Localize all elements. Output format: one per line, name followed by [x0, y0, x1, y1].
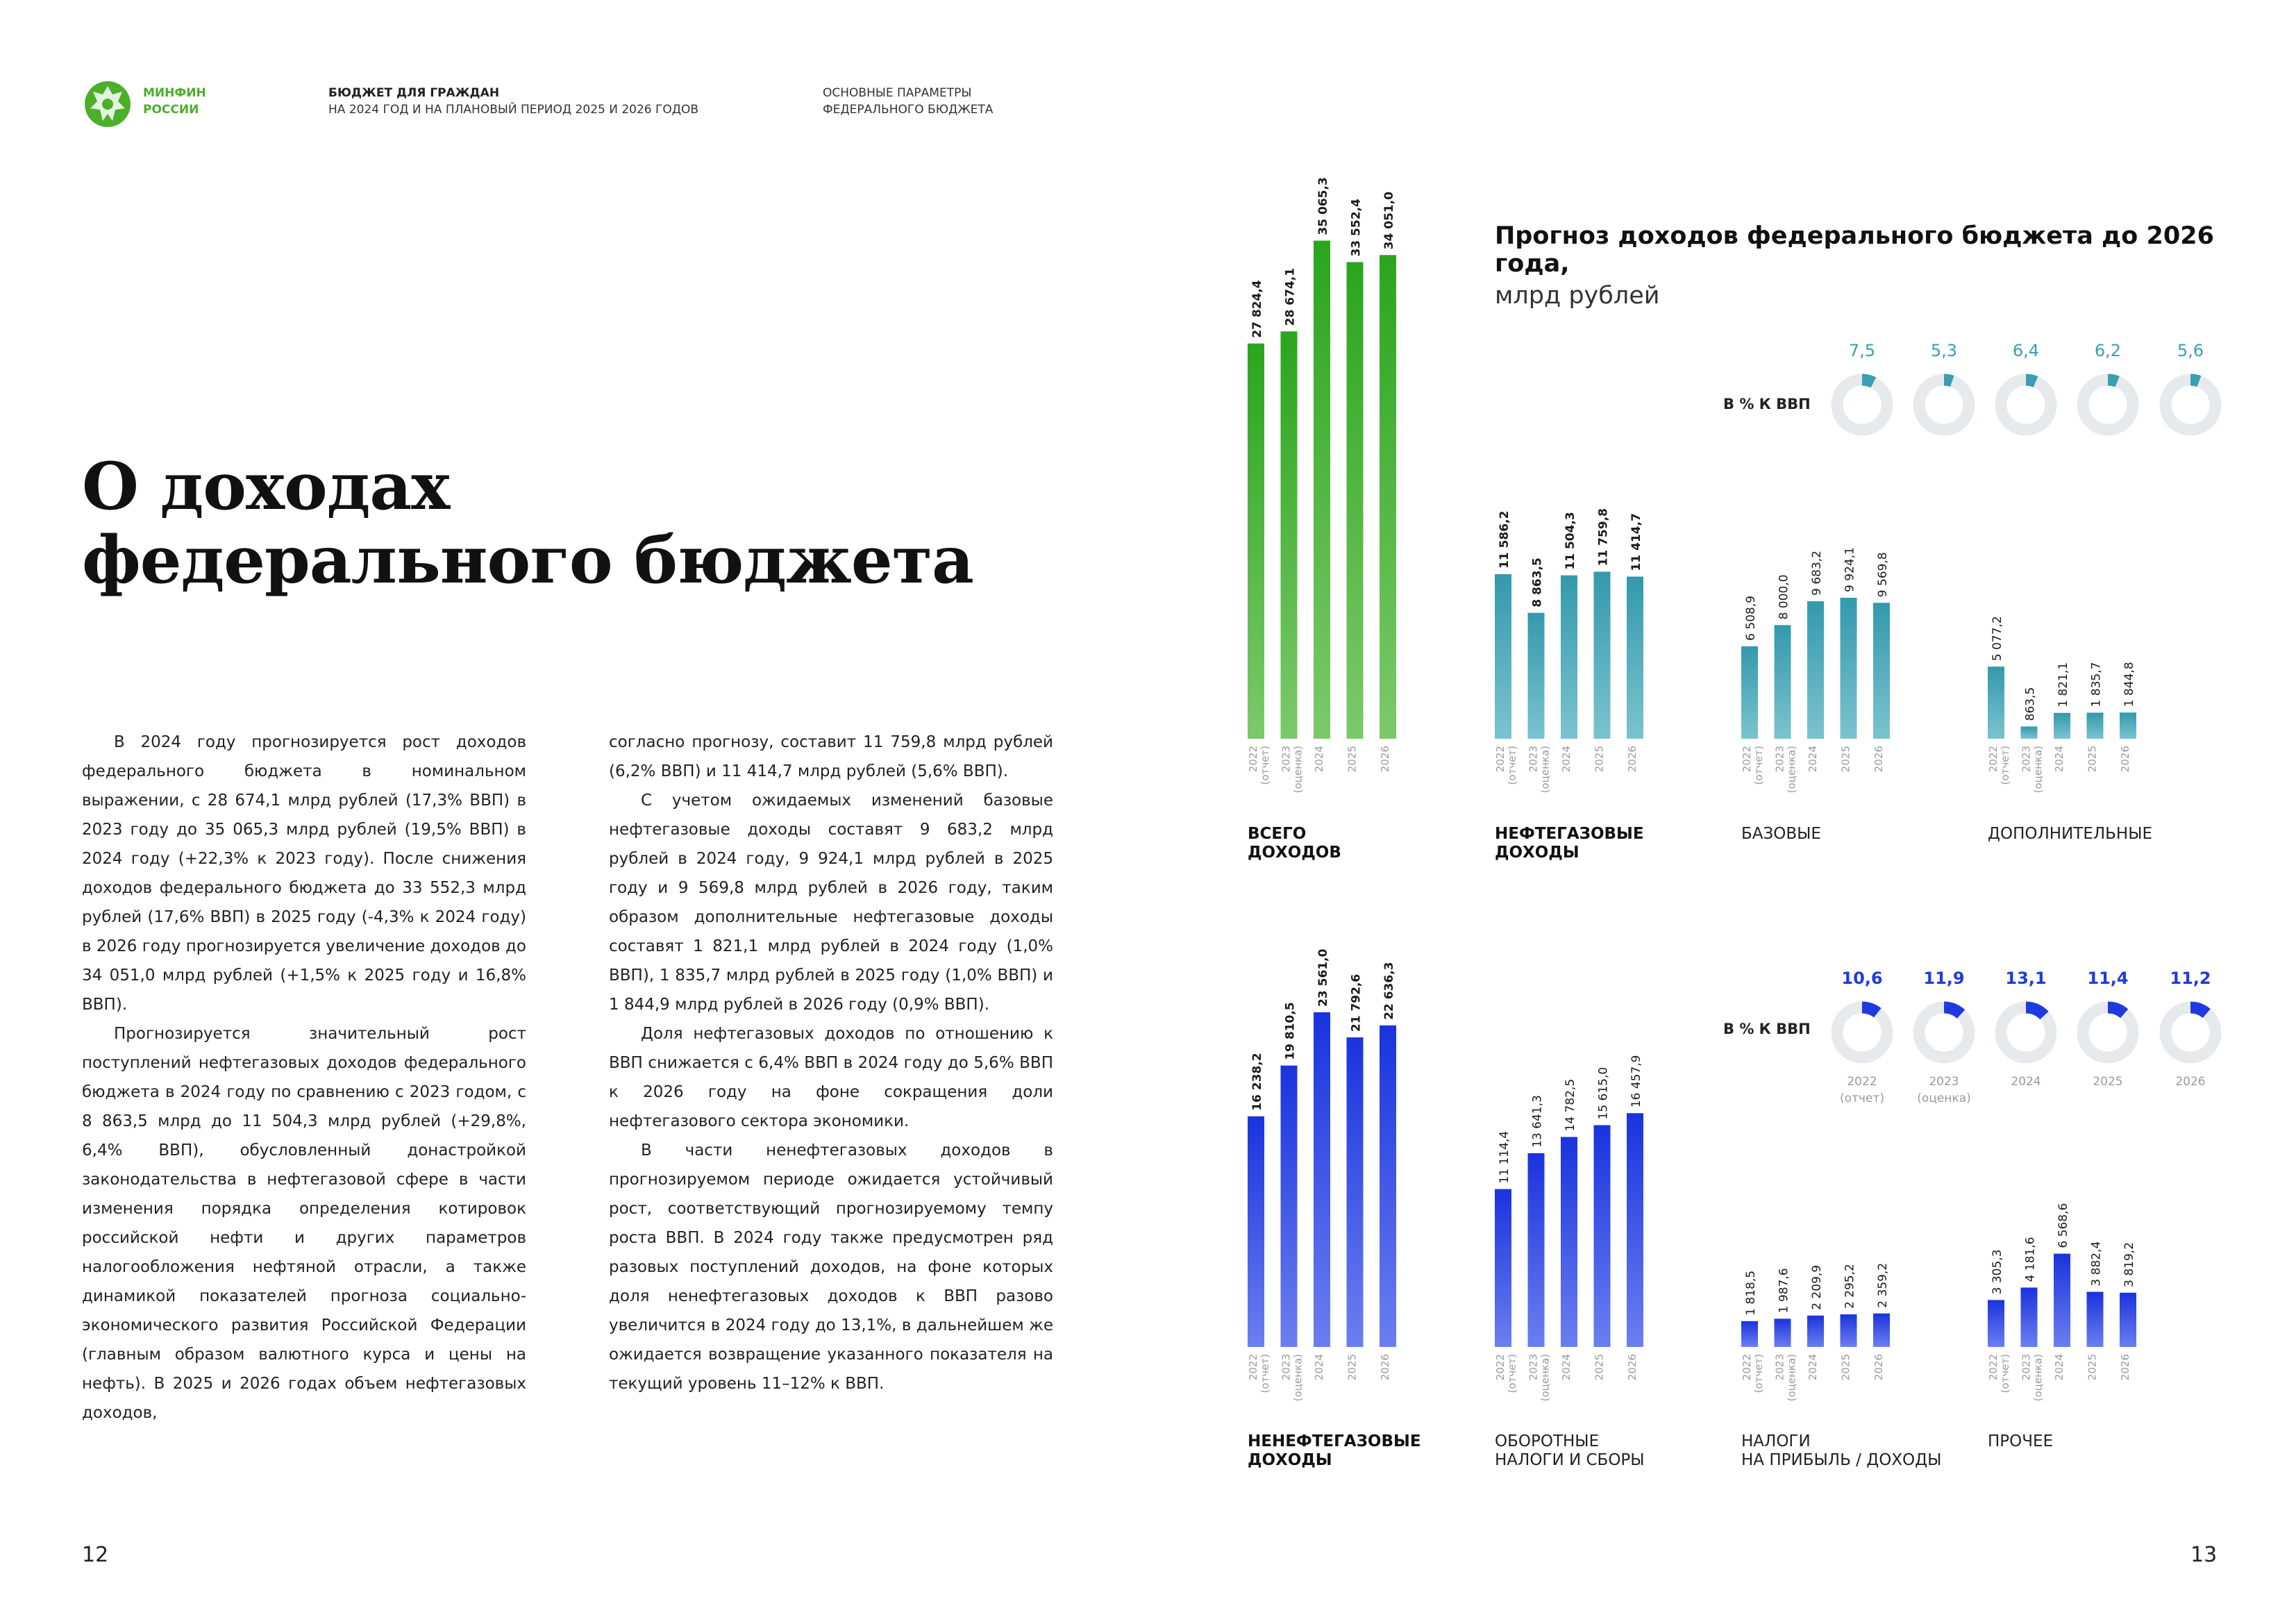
gdp-ring-oilgas-2025: [2083, 380, 2133, 430]
gdp-year-nonoil-2026: 2026: [2175, 1075, 2206, 1089]
value-label-profit-2025: 2 295,2: [1843, 1264, 1857, 1309]
year-label-oilgas-2026: 2026: [1626, 746, 1639, 773]
gdp-value-oilgas-2024: 6,4: [2012, 341, 2040, 360]
year-label-total-2024: 2024: [1313, 746, 1325, 773]
group-label-total: ВСЕГО ДОХОДОВ: [1248, 825, 1341, 862]
value-label-oilgas-2023: 8 863,5: [1530, 558, 1545, 608]
group-label-extra: ДОПОЛНИТЕЛЬНЫЕ: [1988, 825, 2153, 843]
chart-title: Прогноз доходов федерального бюджета до 2026 года,: [1495, 222, 2214, 278]
gdp-value-oilgas-2023: 5,3: [1930, 341, 1958, 360]
gdp-arc-oilgas-2024: [2026, 380, 2036, 382]
paragraph: С учетом ожидаемых изменений базовые нефтегазовые доходы составят 9 683,2 млрд рублей в 2024 году, 9 924,1 млрд рублей в 2025 году и 9 569,8 млрд рублей в 2026 году, таким образом дополнительные нефтегазовые доходы составят 1 821,1 млрд рублей в 2024 году (1,0% ВВП), 1 835,7 млрд рублей в 2025 году (1,0% ВВП) и 1 844,9 млрд рублей в 2026 году (0,9% ВВП).: [609, 792, 1053, 1014]
year-label-profit-2023: 2023: [1773, 1354, 1786, 1381]
year-note-turnover-2023: (оценка): [1539, 1354, 1552, 1402]
group-label-base: БАЗОВЫЕ: [1741, 825, 1821, 843]
value-label-profit-2022: 1 818,5: [1744, 1270, 1758, 1316]
gdp-value-nonoil-2022: 10,6: [1841, 969, 1883, 988]
value-label-turnover-2022: 11 114,4: [1498, 1130, 1511, 1184]
bar-profit-2025: [1841, 1314, 1857, 1347]
year-note-oilgas-2022: (отчет): [1506, 746, 1518, 785]
value-label-turnover-2024: 14 782,5: [1564, 1078, 1577, 1132]
year-label-base-2026: 2026: [1872, 746, 1885, 773]
value-label-other-2026: 3 819,2: [2122, 1241, 2136, 1287]
value-label-turnover-2023: 13 641,3: [1530, 1095, 1545, 1148]
year-label-total-2025: 2025: [1346, 746, 1359, 773]
chart-subtitle: млрд рублей: [1495, 282, 1660, 310]
value-label-nonoil-2026: 22 636,3: [1382, 962, 1396, 1020]
value-label-oilgas-2025: 11 759,8: [1596, 508, 1611, 567]
value-label-nonoil-2025: 21 792,6: [1349, 973, 1364, 1032]
year-label-extra-2026: 2026: [2119, 746, 2131, 773]
page-number-left: 12: [82, 1543, 109, 1567]
gdp-arc-nonoil-2024: [2026, 1007, 2044, 1016]
section-line1: ОСНОВНЫЕ ПАРАМЕТРЫ: [823, 86, 972, 100]
gdp-share-label-oilgas: В % К ВВП: [1723, 396, 1811, 412]
gdp-value-oilgas-2022: 7,5: [1848, 341, 1876, 360]
gdp-year-note-nonoil-2023: (оценка): [1917, 1091, 1971, 1105]
value-label-extra-2024: 1 821,1: [2056, 662, 2070, 708]
bar-total-2023: [1281, 331, 1298, 739]
bar-extra-2022: [1988, 667, 2004, 739]
logo-line2: РОССИИ: [143, 103, 199, 117]
gdp-value-nonoil-2023: 11,9: [1923, 969, 1965, 988]
year-note-nonoil-2023: (оценка): [1291, 1354, 1305, 1402]
bar-turnover-2025: [1594, 1125, 1611, 1347]
year-label-total-2026: 2026: [1379, 746, 1391, 773]
value-label-nonoil-2022: 16 238,2: [1250, 1053, 1264, 1111]
year-note-base-2023: (оценка): [1785, 746, 1798, 794]
gdp-year-nonoil-2023: 2023: [1929, 1075, 1959, 1089]
value-label-turnover-2026: 16 457,9: [1629, 1055, 1643, 1108]
year-label-oilgas-2022: 2022: [1494, 746, 1507, 773]
year-label-total-2023: 2023: [1280, 746, 1293, 773]
group-label-oilgas: НЕФТЕГАЗОВЫЕ ДОХОДЫ: [1495, 825, 1644, 862]
group-label-profit: НАЛОГИ НА ПРИБЫЛЬ / ДОХОДЫ: [1741, 1432, 1942, 1469]
year-label-profit-2026: 2026: [1872, 1354, 1885, 1381]
paragraph: согласно прогнозу, составит 11 759,8 млрд рублей (6,2% ВВП) и 11 414,7 млрд рублей (5,6% ВВП).: [609, 733, 1053, 780]
year-label-other-2022: 2022: [1987, 1354, 2000, 1381]
value-label-other-2023: 4 181,6: [2023, 1237, 2038, 1282]
year-label-turnover-2026: 2026: [1626, 1354, 1639, 1381]
year-label-extra-2022: 2022: [1987, 746, 2000, 773]
value-label-nonoil-2024: 23 561,0: [1316, 948, 1330, 1007]
gdp-arc-oilgas-2023: [1944, 380, 1952, 381]
value-label-extra-2022: 5 077,2: [1991, 616, 2004, 662]
value-label-base-2023: 8 000,0: [1777, 574, 1791, 620]
paragraph: В 2024 году прогнозируется рост доходов федерального бюджета в номинальном выражении, с 28 674,1 млрд рублей (17,3% ВВП) в 2023 году до 35 065,3 млрд рублей (19,5% ВВП) в 2024 году (+22,3% к 2023 году). После снижения доходов федерального бюджета до 33 552,3 млрд рублей (17,6% ВВП) в 2025 году (-4,3% к 2024 году) в 2026 году прогнозируется увеличение доходов до 34 051,0 млрд рублей (+1,5% к 2025 году и 16,8% ВВП).: [82, 733, 526, 1014]
bar-oilgas-2024: [1561, 576, 1577, 739]
doc-subtitle: НА 2024 ГОД И НА ПЛАНОВЫЙ ПЕРИОД 2025 И 2026 ГОДОВ: [328, 103, 699, 117]
year-label-base-2023: 2023: [1773, 746, 1786, 773]
bar-oilgas-2023: [1528, 613, 1545, 739]
value-label-profit-2026: 2 359,2: [1876, 1262, 1890, 1308]
page-title-line1: О доходах: [82, 449, 450, 525]
year-note-nonoil-2022: (отчет): [1259, 1354, 1271, 1393]
bar-profit-2023: [1775, 1319, 1791, 1347]
value-label-base-2022: 6 508,9: [1744, 595, 1758, 641]
year-note-profit-2023: (оценка): [1785, 1354, 1798, 1402]
year-label-extra-2025: 2025: [2086, 746, 2099, 773]
year-label-profit-2022: 2022: [1741, 1354, 1753, 1381]
value-label-extra-2025: 1 835,7: [2089, 662, 2104, 708]
gdp-year-nonoil-2024: 2024: [2011, 1075, 2041, 1089]
value-label-profit-2024: 2 209,9: [1810, 1264, 1824, 1310]
year-label-turnover-2025: 2025: [1593, 1354, 1606, 1381]
year-label-base-2024: 2024: [1807, 746, 1819, 773]
value-label-extra-2023: 863,5: [2023, 687, 2038, 721]
year-label-nonoil-2026: 2026: [1379, 1354, 1391, 1381]
gdp-ring-oilgas-2022: [1837, 380, 1887, 430]
gdp-ring-nonoil-2023: [1919, 1007, 1969, 1057]
year-note-extra-2022: (отчет): [1999, 746, 2011, 785]
gdp-ring-oilgas-2023: [1919, 380, 1969, 430]
gdp-ring-nonoil-2025: [2083, 1007, 2133, 1057]
year-label-profit-2024: 2024: [1807, 1354, 1819, 1381]
value-label-other-2025: 3 882,4: [2089, 1241, 2104, 1287]
bar-nonoil-2023: [1281, 1066, 1298, 1347]
value-label-profit-2023: 1 987,6: [1777, 1268, 1791, 1314]
year-label-base-2022: 2022: [1741, 746, 1753, 773]
bar-total-2025: [1347, 262, 1364, 739]
gdp-value-nonoil-2026: 11,2: [2170, 969, 2211, 988]
page-title-line2: федерального бюджета: [82, 522, 973, 598]
bar-base-2026: [1873, 603, 1890, 739]
year-note-total-2022: (отчет): [1259, 746, 1271, 785]
year-note-profit-2022: (отчет): [1752, 1354, 1765, 1393]
bar-profit-2026: [1873, 1314, 1890, 1347]
bar-total-2022: [1248, 344, 1264, 739]
value-label-total-2023: 28 674,1: [1283, 267, 1298, 326]
paragraph: Прогнозируется значительный рост поступлений нефтегазовых доходов федерального бюджета в 2024 году по сравнению с 2023 годом, с 8 863,5 млрд до 11 504,3 млрд рублей (+29,8%, 6,4% ВВП), обусловленный донастройкой законодательства в нефтегазовой сфере в части изменения порядка определения котировок российской нефти и других параметров налогообложения нефтяной отрасли, а также динамикой показателей прогноза социально-экономического развития Российской Федерации (главным образом валютного курса и цены на нефть). В 2025 и 2026 годах объем нефтегазовых доходов,: [82, 1025, 526, 1422]
value-label-extra-2026: 1 844,8: [2122, 662, 2136, 708]
gdp-ring-nonoil-2022: [1837, 1007, 1887, 1057]
year-label-turnover-2023: 2023: [1527, 1354, 1540, 1381]
value-label-base-2024: 9 683,2: [1810, 550, 1824, 596]
bar-nonoil-2022: [1248, 1116, 1264, 1347]
value-label-total-2025: 33 552,4: [1349, 199, 1364, 257]
paragraph: В части ненефтегазовых доходов в прогнозируемом периоде ожидается устойчивый рост, соответствующий прогнозируемому темпу роста ВВП. В 2024 году также предусмотрен ряд разовых поступлений доходов, на фоне которых доля ненефтегазовых доходов к ВВП разово увеличится в 2024 году до 13,1%, в дальнейшем же ожидается возвращение указанного показателя на текущий уровень 11–12% к ВВП.: [609, 1141, 1053, 1393]
doc-title: БЮДЖЕТ ДЛЯ ГРАЖДАН: [328, 86, 500, 100]
bar-nonoil-2024: [1314, 1012, 1330, 1347]
bar-total-2024: [1314, 241, 1330, 739]
year-label-turnover-2022: 2022: [1494, 1354, 1507, 1381]
bar-other-2024: [2054, 1254, 2070, 1347]
bar-turnover-2023: [1528, 1153, 1545, 1347]
gdp-arc-nonoil-2026: [2190, 1007, 2206, 1014]
bar-oilgas-2022: [1495, 574, 1511, 739]
bar-nonoil-2026: [1380, 1026, 1396, 1347]
gdp-arc-nonoil-2025: [2108, 1007, 2125, 1014]
gdp-arc-oilgas-2025: [2108, 380, 2118, 382]
section-line2: ФЕДЕРАЛЬНОГО БЮДЖЕТА: [823, 103, 994, 117]
bar-extra-2025: [2087, 712, 2104, 739]
gdp-year-note-nonoil-2022: (отчет): [1840, 1091, 1884, 1105]
year-label-nonoil-2022: 2022: [1247, 1354, 1259, 1381]
group-label-nonoil: НЕНЕФТЕГАЗОВЫЕ ДОХОДЫ: [1248, 1432, 1421, 1469]
value-label-oilgas-2026: 11 414,7: [1629, 513, 1643, 571]
bar-turnover-2022: [1495, 1189, 1511, 1347]
gdp-arc-nonoil-2023: [1944, 1007, 1961, 1014]
year-label-nonoil-2023: 2023: [1280, 1354, 1293, 1381]
gdp-value-nonoil-2024: 13,1: [2005, 969, 2047, 988]
bar-extra-2024: [2054, 713, 2070, 739]
year-note-base-2022: (отчет): [1752, 746, 1765, 785]
value-label-turnover-2025: 15 615,0: [1596, 1066, 1611, 1120]
value-label-oilgas-2022: 11 586,2: [1498, 510, 1511, 569]
value-label-total-2022: 27 824,4: [1250, 280, 1264, 338]
gdp-arc-oilgas-2022: [1862, 380, 1873, 383]
value-label-nonoil-2023: 19 810,5: [1283, 1002, 1298, 1060]
gdp-value-nonoil-2025: 11,4: [2087, 969, 2129, 988]
group-label-other: ПРОЧЕЕ: [1988, 1432, 2054, 1450]
bar-oilgas-2025: [1594, 571, 1611, 739]
year-label-other-2025: 2025: [2086, 1354, 2099, 1381]
year-label-other-2026: 2026: [2119, 1354, 2131, 1381]
year-label-oilgas-2025: 2025: [1593, 746, 1606, 773]
bar-oilgas-2026: [1627, 576, 1643, 739]
value-label-base-2025: 9 924,1: [1843, 547, 1857, 592]
value-label-total-2026: 34 051,0: [1382, 191, 1396, 250]
year-note-other-2022: (отчет): [1999, 1354, 2011, 1393]
bar-profit-2024: [1807, 1316, 1824, 1347]
gdp-ring-nonoil-2026: [2165, 1007, 2215, 1057]
year-note-total-2023: (оценка): [1291, 746, 1305, 794]
bar-base-2022: [1741, 646, 1758, 739]
value-label-base-2026: 9 569,8: [1876, 552, 1890, 598]
value-label-other-2024: 6 568,6: [2056, 1203, 2070, 1248]
year-label-oilgas-2023: 2023: [1527, 746, 1540, 773]
bar-other-2023: [2021, 1287, 2038, 1347]
value-label-total-2024: 35 065,3: [1316, 177, 1330, 235]
bar-other-2025: [2087, 1292, 2104, 1347]
year-label-oilgas-2024: 2024: [1560, 746, 1573, 773]
year-note-other-2023: (оценка): [2031, 1354, 2045, 1402]
gdp-arc-oilgas-2026: [2190, 380, 2199, 381]
value-label-oilgas-2024: 11 504,3: [1564, 512, 1577, 570]
bar-other-2022: [1988, 1300, 2004, 1347]
year-label-total-2022: 2022: [1247, 746, 1259, 773]
value-label-other-2022: 3 305,3: [1991, 1249, 2004, 1295]
bar-extra-2026: [2120, 712, 2136, 739]
gdp-arc-nonoil-2022: [1862, 1007, 1877, 1013]
year-label-nonoil-2025: 2025: [1346, 1354, 1359, 1381]
page-number-right: 13: [2190, 1543, 2218, 1567]
gdp-value-oilgas-2026: 5,6: [2177, 341, 2204, 360]
gdp-year-nonoil-2022: 2022: [1847, 1075, 1877, 1089]
bar-extra-2023: [2021, 726, 2038, 739]
year-note-turnover-2022: (отчет): [1506, 1354, 1518, 1393]
logo-line1: МИНФИН: [143, 86, 206, 100]
year-note-oilgas-2023: (оценка): [1539, 746, 1552, 794]
year-label-base-2025: 2025: [1839, 746, 1852, 773]
year-label-nonoil-2024: 2024: [1313, 1354, 1325, 1381]
bar-turnover-2024: [1561, 1137, 1577, 1347]
bar-base-2024: [1807, 601, 1824, 739]
gdp-share-label-nonoil: В % К ВВП: [1723, 1021, 1811, 1037]
bar-total-2026: [1380, 255, 1396, 739]
year-label-other-2024: 2024: [2053, 1354, 2065, 1381]
year-note-extra-2023: (оценка): [2031, 746, 2045, 794]
year-label-extra-2023: 2023: [2020, 746, 2033, 773]
bar-base-2023: [1775, 625, 1791, 739]
bar-base-2025: [1841, 598, 1857, 739]
year-label-extra-2024: 2024: [2053, 746, 2065, 773]
bar-profit-2022: [1741, 1321, 1758, 1347]
bar-other-2026: [2120, 1293, 2136, 1347]
gdp-value-oilgas-2025: 6,2: [2094, 341, 2122, 360]
gdp-year-nonoil-2025: 2025: [2093, 1075, 2123, 1089]
gdp-ring-oilgas-2024: [2001, 380, 2051, 430]
year-label-profit-2025: 2025: [1839, 1354, 1852, 1381]
year-label-turnover-2024: 2024: [1560, 1354, 1573, 1381]
bar-nonoil-2025: [1347, 1037, 1364, 1347]
gdp-ring-oilgas-2026: [2165, 380, 2215, 430]
bar-turnover-2026: [1627, 1113, 1643, 1347]
group-label-turnover: ОБОРОТНЫЕ НАЛОГИ И СБОРЫ: [1495, 1432, 1645, 1469]
year-label-other-2023: 2023: [2020, 1354, 2033, 1381]
paragraph: Доля нефтегазовых доходов по отношению к ВВП снижается с 6,4% ВВП в 2024 году до 5,6% ВВП к 2026 году на фоне сокращения доли нефтегазового сектора экономики.: [609, 1025, 1053, 1130]
